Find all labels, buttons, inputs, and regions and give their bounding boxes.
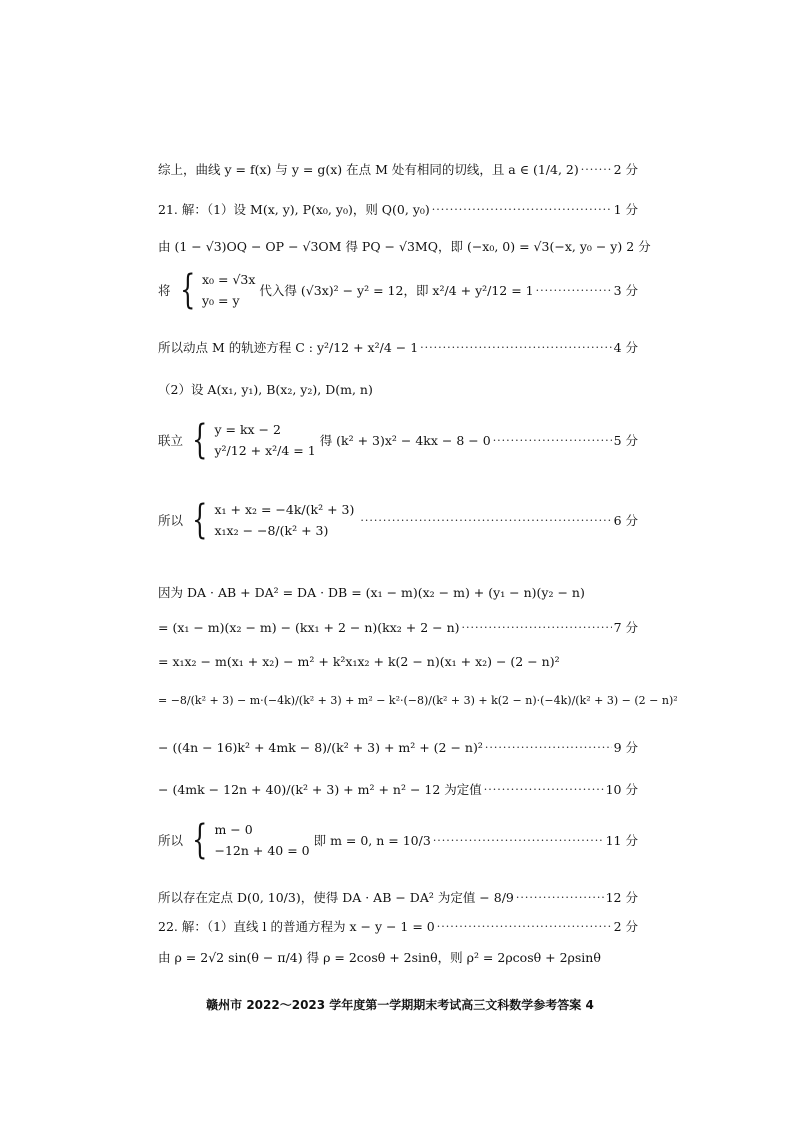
line-text: 由 (1 − √3)OQ − OP − √3OM 得 PQ − √3MQ，即 (−x₀, 0) = √3(−x, y₀ − y) <box>158 239 623 254</box>
answer-line-10 <box>158 618 638 636</box>
equation-system: { x₁ + x₂ = −4k/(k² + 3) x₁x₂ − −8/(k² + 3) <box>192 497 355 543</box>
line-score: 10 分 <box>605 782 638 797</box>
answer-line-8 <box>158 497 638 543</box>
line-score: 2 分 <box>626 239 651 254</box>
line-score: 12 分 <box>605 890 638 905</box>
line-text: 即 m = 0, n = 10/3 <box>313 833 431 848</box>
line-prefix: 联立 <box>158 433 184 448</box>
answer-line-7 <box>158 417 638 463</box>
answer-line-18 <box>158 948 638 966</box>
line-text: 由 ρ = 2√2 sin(θ − π/4) 得 ρ = 2cosθ + 2sinθ，则 ρ² = 2ρcosθ + 2ρsinθ <box>158 950 601 965</box>
line-score: 2 分 <box>613 162 638 177</box>
line-text: = (x₁ − m)(x₂ − m) − (kx₁ + 2 − n)(kx₂ + 2 − n) <box>158 619 460 635</box>
line-text: 22. 解：（1）直线 l 的普通方程为 x − y − 1 = 0 <box>158 919 435 934</box>
line-text: 所以动点 M 的轨迹方程 C : y²/12 + x²/4 − 1 <box>158 340 419 355</box>
line-text: 因为 DA · AB + DA² = DA · DB = (x₁ − m)(x₂ − m) + (y₁ − n)(y₂ − n) <box>158 585 585 600</box>
answer-line-12 <box>158 694 678 707</box>
answer-line-5 <box>158 338 638 356</box>
line-score: 11 分 <box>605 833 638 848</box>
line-text: − ((4n − 16)k² + 4mk − 8)/(k² + 3) + m² + (2 − n)² <box>158 739 483 755</box>
system-row: m − 0 <box>214 822 253 837</box>
line-score: 5 分 <box>613 433 638 448</box>
line-prefix: 所以 <box>158 513 184 528</box>
equation-system: { x₀ = √3x y₀ = y <box>179 267 256 313</box>
answer-line-2 <box>158 200 638 218</box>
line-text: 综上，曲线 y = f(x) 与 y = g(x) 在点 M 处有相同的切线，且 a ∈ (1/4, 2) <box>158 162 579 177</box>
line-text: 代入得 (√3x)² − y² = 12，即 x²/4 + y²/12 = 1 <box>259 283 534 298</box>
line-score: 4 分 <box>613 340 638 355</box>
line-text: 得 (k² + 3)x² − 4kx − 8 − 0 <box>319 433 491 448</box>
answer-line-17 <box>158 917 638 935</box>
line-score: 2 分 <box>613 919 638 934</box>
answer-line-11 <box>158 654 638 669</box>
answer-line-16 <box>158 888 638 906</box>
line-prefix: 所以 <box>158 833 184 848</box>
system-row: x₀ = √3x <box>201 272 256 287</box>
line-prefix: 将 <box>158 283 171 298</box>
line-text: = −8/(k² + 3) − m·(−4k)/(k² + 3) + m² − k²·(−8)/(k² + 3) + k(2 − n)·(−4k)/(k² + 3) − (2 − n)² <box>158 694 678 707</box>
system-row: x₁x₂ − −8/(k² + 3) <box>214 523 329 538</box>
system-row: x₁ + x₂ = −4k/(k² + 3) <box>214 502 355 517</box>
line-text: 21. 解：（1）设 M(x, y), P(x₀, y₀)，则 Q(0, y₀) <box>158 202 430 217</box>
line-score: 3 分 <box>613 283 638 298</box>
system-row: y²/12 + x²/4 = 1 <box>214 443 316 458</box>
page-footer: 赣州市 2022～2023 学年度第一学期期末考试高三文科数学参考答案 4 <box>206 998 594 1012</box>
answer-line-3 <box>158 237 651 255</box>
line-text: 所以存在定点 D(0, 10/3)，使得 DA · AB − DA² 为定值 − 8/9 <box>158 890 514 905</box>
answer-line-6 <box>158 380 638 398</box>
system-row: y = kx − 2 <box>214 422 281 437</box>
equation-system: { y = kx − 2 y²/12 + x²/4 = 1 <box>192 417 316 463</box>
answer-line-9 <box>158 583 638 601</box>
equation-system: { m − 0 −12n + 40 = 0 <box>192 817 310 863</box>
line-score: 7 分 <box>613 620 638 635</box>
line-text: （2）设 A(x₁, y₁), B(x₂, y₂), D(m, n) <box>158 382 373 397</box>
system-row: y₀ = y <box>201 293 240 308</box>
line-text: − (4mk − 12n + 40)/(k² + 3) + m² + n² − 12 为定值 <box>158 782 482 797</box>
system-row: −12n + 40 = 0 <box>214 843 310 858</box>
answer-line-15 <box>158 817 638 863</box>
line-score: 6 分 <box>613 513 638 528</box>
line-score: 9 分 <box>613 740 638 755</box>
answer-line-4 <box>158 267 638 313</box>
line-text: = x₁x₂ − m(x₁ + x₂) − m² + k²x₁x₂ + k(2 − n)(x₁ + x₂) − (2 − n)² <box>158 654 560 669</box>
answer-line-1 <box>158 160 638 178</box>
line-score: 1 分 <box>613 202 638 217</box>
answer-line-13 <box>158 738 638 756</box>
answer-line-14 <box>158 780 638 798</box>
